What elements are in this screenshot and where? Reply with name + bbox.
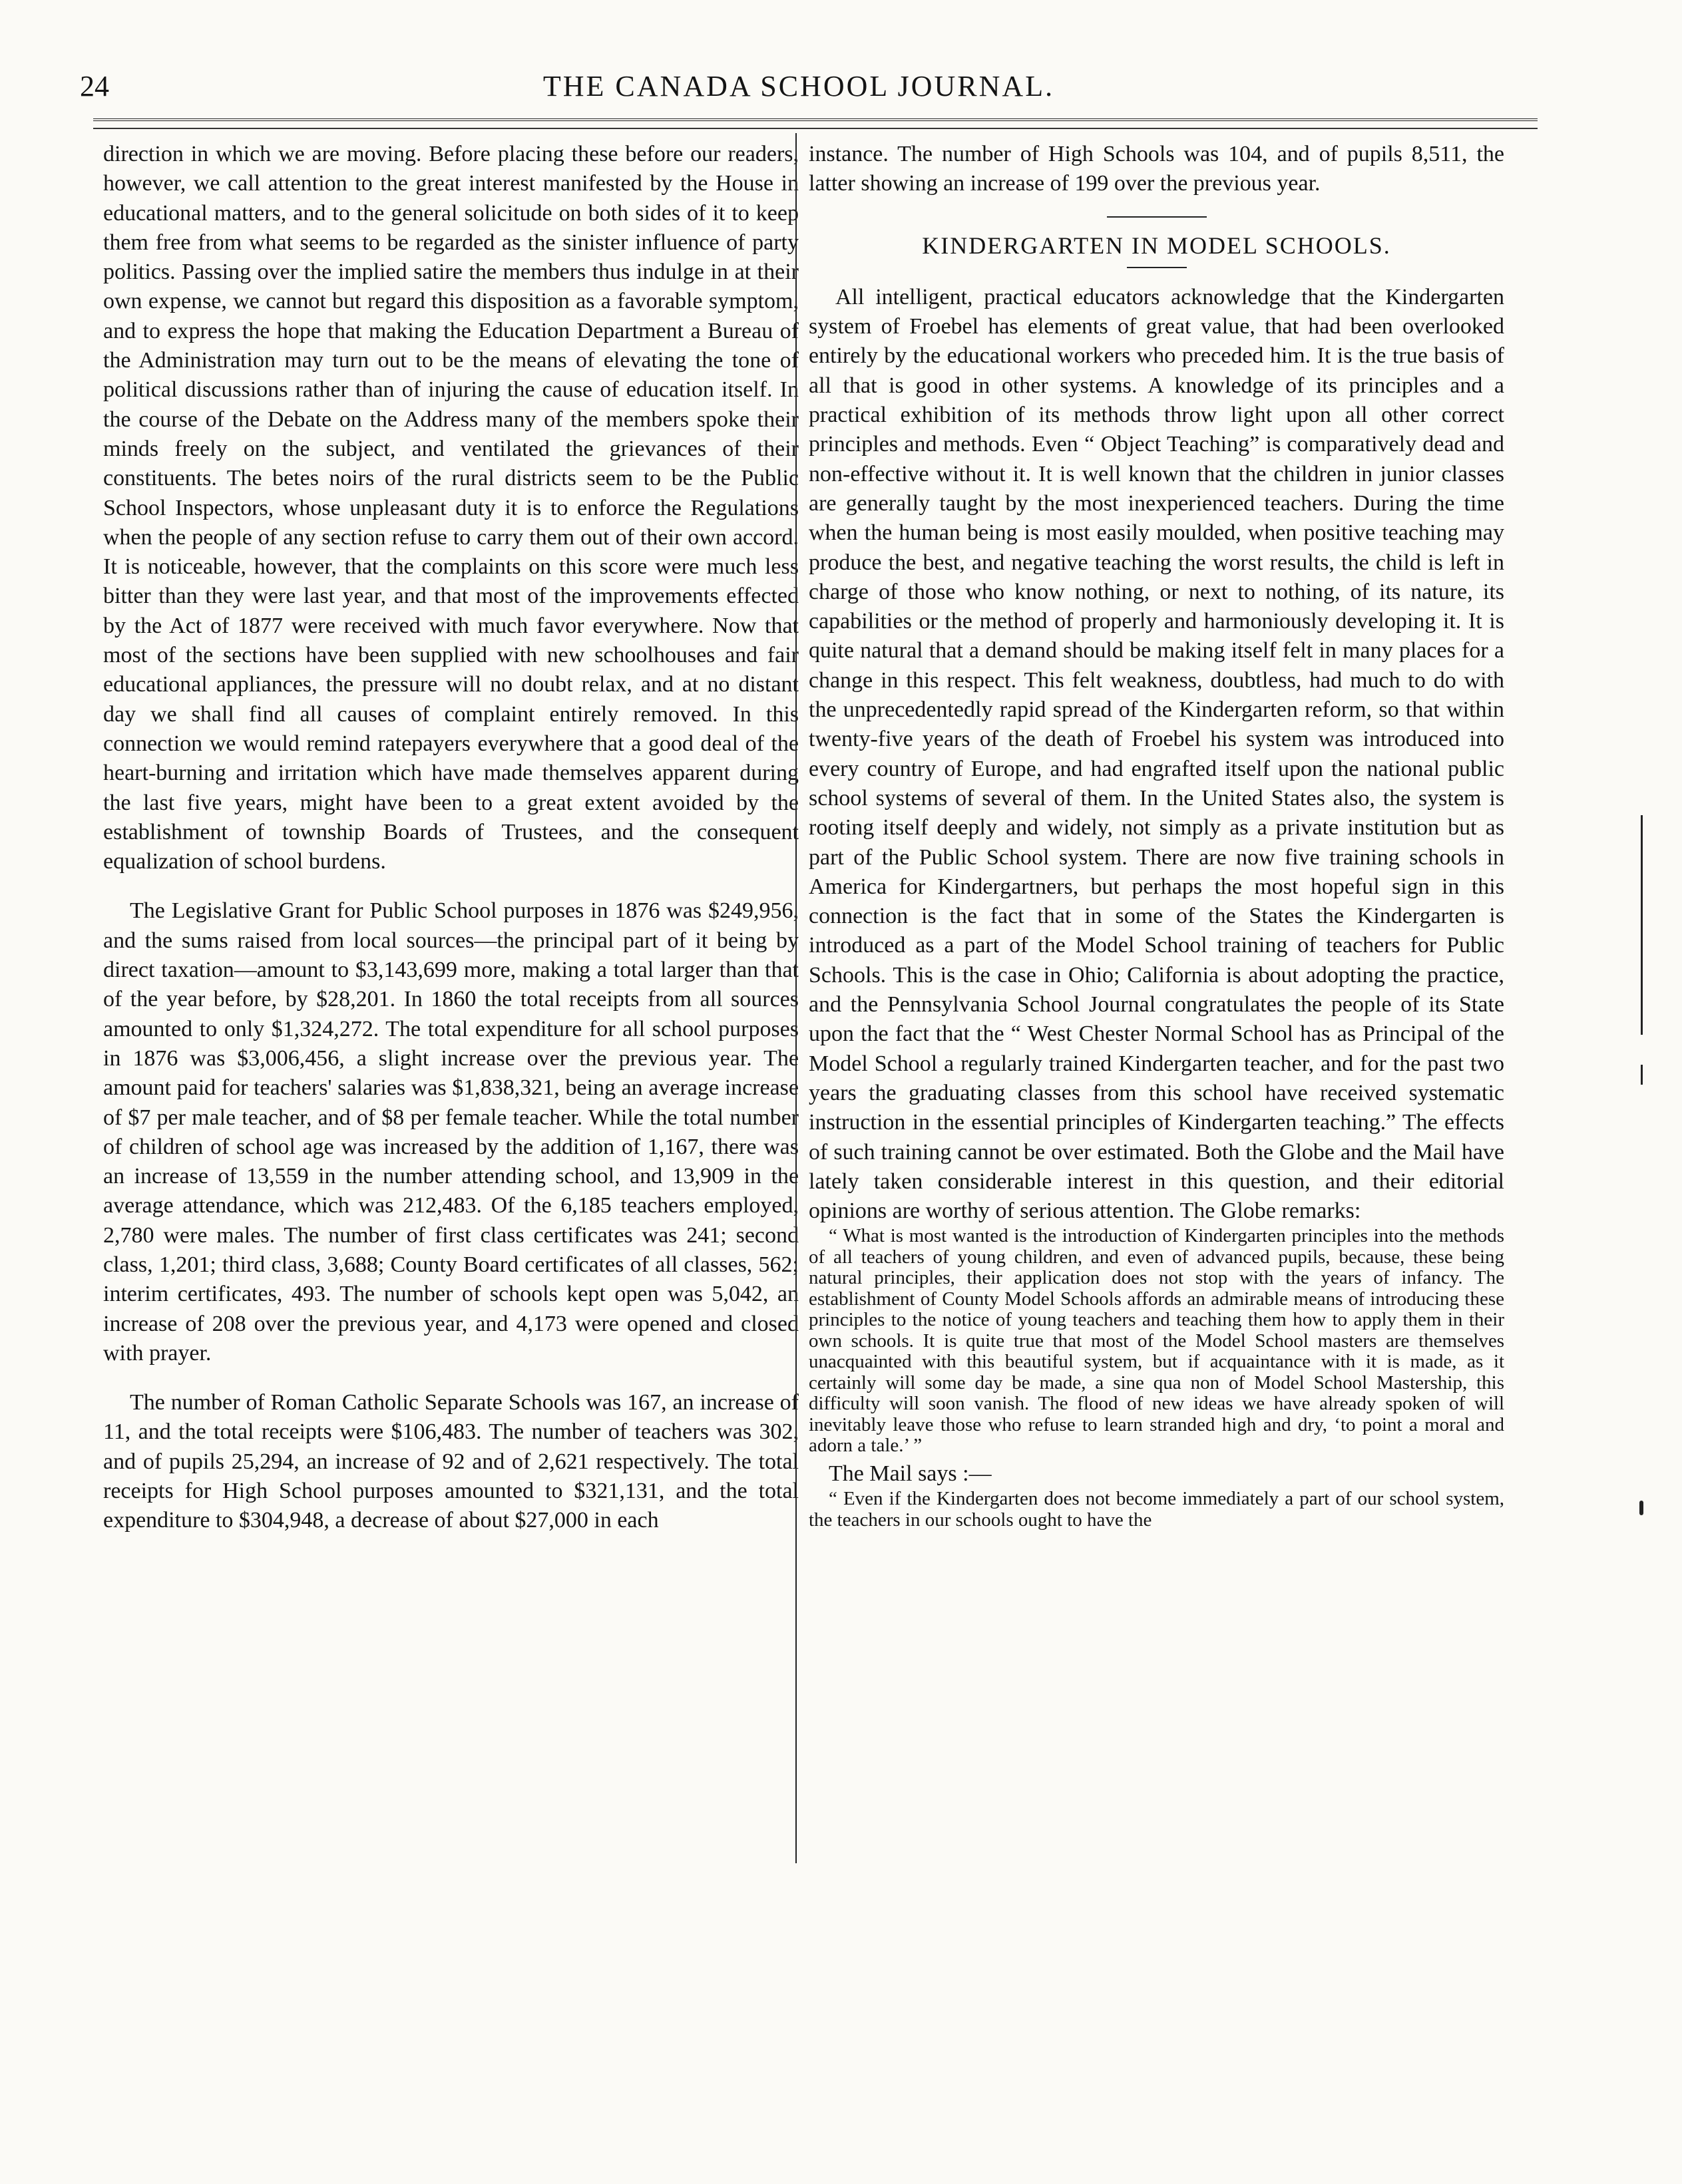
section-rule-bottom (1127, 267, 1187, 268)
left-paragraph-2: The Legislative Grant for Public School purposes in 1876 was $249,956, and the sums raised from local sources—the principal part of it being by direct taxation—amount to $3,143,699 more, making a total larger than that of the year before, by $28,201. In 1860 the total receipts from all sources amounted to only $1,324,272. The total expenditure for all school purposes in 1876 was $3,006,456, a slight increase over the previous year. The amount paid for teachers' salaries was $1,838,321, being an average increase of $7 per male teacher, and of $8 per female teacher. While the total number of children of school age was increased by the addition of 1,167, there was an increase of 13,559 in the number attending school, and 13,909 in the average attendance, which was 212,483. Of the 6,185 teachers employed, 2,780 were males. The number of first class certificates was 241; second class, 1,201; third class, 3,688; County Board certificates of all classes, 562; interim certificates, 493. The number of schools kept open was 5,042, an increase of 208 over the previous year, and 4,173 were opened and closed with prayer. (103, 898, 799, 1365)
section-rule-top (1107, 216, 1207, 218)
margin-mark-small (1641, 1065, 1643, 1085)
page-header (80, 64, 1518, 117)
left-paragraph-3: The number of Roman Catholic Separate Schools was 167, an increase of 11, and the total receipts were $106,483. The number of teachers was 302, and of pupils 25,294, an increase of 92 and of 2,621 respectively. The total receipts for High School purposes amounted to $321,131, and the total expenditure to $304,948, a decrease of about $27,000 in each (103, 1390, 799, 1533)
journal-title: THE CANADA SCHOOL JOURNAL. (542, 70, 1055, 102)
right-column (809, 140, 1504, 1531)
section-title: KINDERGARTEN IN MODEL SCHOOLS. (922, 232, 1391, 259)
page-number: 24 (80, 70, 109, 102)
column-divider (795, 133, 797, 1863)
margin-mark (1641, 815, 1643, 1035)
mail-quote: “ Even if the Kindergarten does not become immediately a part of our school system, the teachers in our schools ought to have the (809, 1488, 1504, 1531)
left-column (103, 140, 799, 1536)
right-paragraph-1: instance. The number of High Schools was 104, and of pupils 8,511, the latter showing an increase of 199 over the previous year. (809, 142, 1504, 196)
margin-dot (1639, 1501, 1643, 1515)
right-paragraph-2: All intelligent, practical educators acknowledge that the Kindergarten system of Froebel has elements of great value, that had been overlooked entirely by the educational workers who preceded him. It is the true basis of all that is good in other systems. A knowledge of its principles and a practical exhibition of its methods throw light upon all other correct principles and methods. Even “ Object Teaching” is comparatively dead and non-effective without it. It is well known that the children in junior classes are generally taught by the most inexperienced teachers. During the time when the human being is most easily moulded, when positive teaching may produce the best, and negative teaching the worst results, the child is left in charge of those who know nothing, or next to nothing, of its nature, its capabilities or the method of properly and harmoniously developing it. It is quite natural that a demand should be making itself felt in many places for a change in this respect. This felt weakness, doubtless, had much to do with the unprecedentedly rapid spread of the Kindergarten reform, so that within twenty-five years of the death of Froebel his system was introduced into every country of Europe, and had engrafted itself upon the national public school systems of several of them. In the United States also, the system is rooting itself deeply and widely, not simply as a private institution but as part of the Public School system. There are now five training schools in America for Kindergartners, but perhaps the most hopeful sign in this connection is the fact that in some of the States the Kindergarten is introduced as a part of the Model School training of teachers for Public Schools. This is the case in Ohio; California is about adopting the practice, and the Pennsylvania School Journal congratulates the people of its State upon the fact that the “ West Chester Normal School has as Principal of the Model School a regularly trained Kindergarten teacher, and for the past two years the graduating classes from this school have received systematic instruction in the essential principles of Kindergarten teaching.” The effects of such training cannot be over estimated. Both the Globe and the Mail have lately taken considerable interest in this question, and their editorial opinions are worthy of serious attention. The Globe remarks: (809, 284, 1504, 1224)
mail-says: The Mail says :— (829, 1461, 992, 1486)
left-paragraph-1: direction in which we are moving. Before placing these before our readers, however, we call attention to the great interest manifested by the House in educational matters, and to the general solicitude on both sides of it to keep them free from what seems to be regarded as the sinister influence of party politics. Passing over the implied satire the members thus indulge in at their own expense, we cannot but regard this disposition as a favorable symptom, and to express the hope that making the Education Department a Bureau of the Administration may turn out to be the means of elevating the tone of political discussions rather than of injuring the cause of education itself. In the course of the Debate on the Address many of the members spoke their minds freely on the subject, and ventilated the grievances of their constituents. The betes noirs of the rural districts seem to be the Public School Inspectors, whose unpleasant duty it is to enforce the Regulations when the people of any section refuse to carry them out of their own accord. It is noticeable, however, that the complaints on this score were much less bitter than they were last year, and that most of the improvements effected by the Act of 1877 were received with much favor everywhere. Now that most of the sections have been supplied with new schoolhouses and fair educational appliances, the pressure will no doubt relax, and at no distant day we shall find all causes of complaint entirely removed. In this connection we would remind ratepayers everywhere that a good deal of the heart-burning and irritation which have made themselves apparent during the last five years, might have been to a great extent avoided by the establishment of township Boards of Trustees, and the consequent equalization of school burdens. (103, 142, 799, 874)
header-rule (93, 128, 1538, 129)
globe-quote: “ What is most wanted is the introduction of Kindergarten principles into the methods of all teachers of young children, and even of advanced pupils, because, these being natural principles, their application does not stop with the years of infancy. The establishment of County Model Schools affords an admirable means of introducing these principles to the notice of young teachers and teaching them how to apply them in their own schools. It is quite true that most of the Model School masters are themselves unacquainted with this beautiful system, but if acquaintance with it is made, as it certainly will some day be made, a sine qua non of Model School Mastership, this difficulty will soon vanish. The flood of new ideas we have already spoken of will inevitably leave those who refuse to learn stranded high and dry, ‘to point a moral and adorn a tale.’ ” (809, 1225, 1504, 1457)
header-double-rule (93, 118, 1538, 121)
